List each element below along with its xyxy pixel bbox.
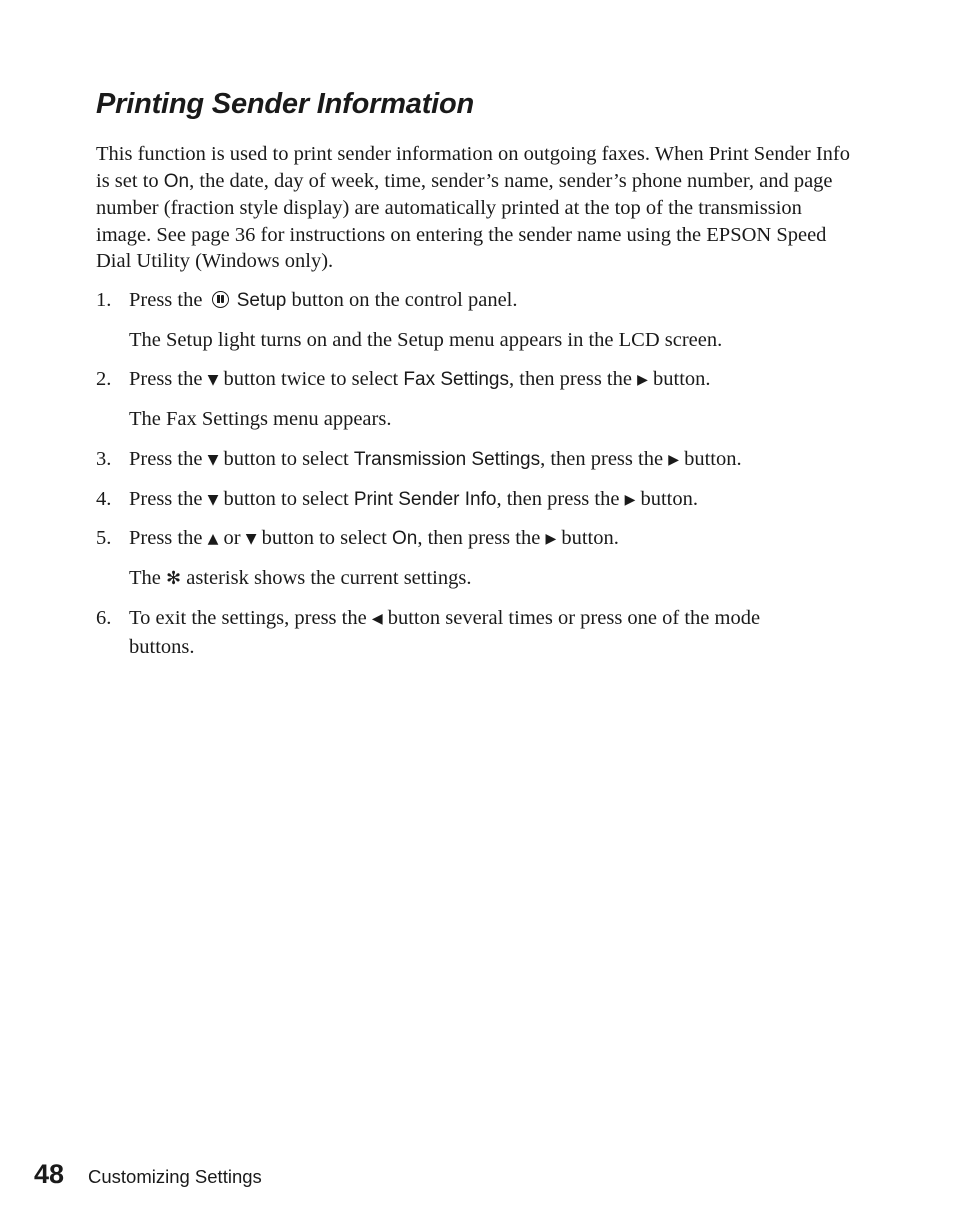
step-3 <box>96 446 829 475</box>
step-text: button to select <box>218 448 354 470</box>
step-text: button. <box>556 527 619 549</box>
fax-settings-key: Fax Settings <box>403 369 509 390</box>
step-text: , then press the <box>509 368 638 390</box>
step-text: , then press the <box>540 448 669 470</box>
step-number: 6. <box>96 607 112 629</box>
print-sender-info-key: Print Sender Info <box>353 489 497 510</box>
step-number: 2. <box>96 368 112 390</box>
step-text: or <box>218 527 246 549</box>
intro-text-2: , the date, day of week, time, sender’s name, sender’s phone number, and page number (fraction style display) are automatically printed at the top of the transmission image. See page 36 for instructions on entering the sender name using the EPSON Speed Dial Utility (Windows only). <box>96 169 833 272</box>
step-text: Press the <box>129 368 208 390</box>
step-5-note <box>129 565 829 593</box>
step-text: Press the <box>129 488 208 510</box>
step-text: , then press the <box>417 527 546 549</box>
setup-key: Setup <box>236 290 287 311</box>
step-text: Press the <box>129 289 208 311</box>
step-text: button. <box>647 368 711 390</box>
step-6 <box>96 605 829 660</box>
step-number: 4. <box>96 488 112 510</box>
page-number: 48 <box>34 1159 65 1189</box>
right-arrow-icon: ▶ <box>637 372 648 388</box>
step-text: button several times or press one of the mode buttons. <box>129 607 761 658</box>
step-2-note: The Fax Settings menu appears. <box>129 408 392 430</box>
step-text: button on the control panel. <box>286 289 518 311</box>
step-text: button. <box>635 488 699 510</box>
step-text: button twice to select <box>218 368 404 390</box>
step-text: Press the <box>129 527 208 549</box>
transmission-settings-key: Transmission Settings <box>353 449 541 470</box>
down-arrow-icon: ▼ <box>207 492 219 508</box>
intro-paragraph <box>96 141 856 275</box>
on-key: On <box>391 528 418 549</box>
step-number: 1. <box>96 289 112 311</box>
down-arrow-icon: ▼ <box>207 372 219 388</box>
step-1-note: The Setup light turns on and the Setup menu appears in the LCD screen. <box>129 329 723 351</box>
step-5 <box>96 525 829 554</box>
step-text: button to select <box>218 488 354 510</box>
left-arrow-icon: ◀ <box>371 611 383 627</box>
step-4 <box>96 486 829 515</box>
step-2 <box>96 366 829 395</box>
up-arrow-icon: ▲ <box>207 531 219 547</box>
right-arrow-icon: ▶ <box>545 531 557 547</box>
page-title: Printing Sender Information <box>96 88 475 120</box>
asterisk-icon: ✻ <box>166 568 182 589</box>
right-arrow-icon: ▶ <box>668 452 679 468</box>
step-text: button. <box>678 448 742 470</box>
step-text: button to select <box>256 527 392 549</box>
down-arrow-icon: ▼ <box>207 452 219 468</box>
note-text: The <box>129 567 166 589</box>
right-arrow-icon: ▶ <box>624 492 636 508</box>
note-text: asterisk shows the current settings. <box>181 567 472 589</box>
section-title: Customizing Settings <box>88 1166 262 1187</box>
down-arrow-icon: ▼ <box>245 531 257 547</box>
step-text: To exit the settings, press the <box>129 607 372 629</box>
step-number: 3. <box>96 448 112 470</box>
step-text: Press the <box>129 448 208 470</box>
on-term: On <box>163 170 190 192</box>
setup-icon <box>212 291 229 308</box>
step-text: , then press the <box>496 488 625 510</box>
step-1 <box>96 287 829 315</box>
step-number: 5. <box>96 527 112 549</box>
intro-text-1: This function is used to print sender information on outgoing faxes. When Print Sender Info is set to <box>96 143 851 192</box>
